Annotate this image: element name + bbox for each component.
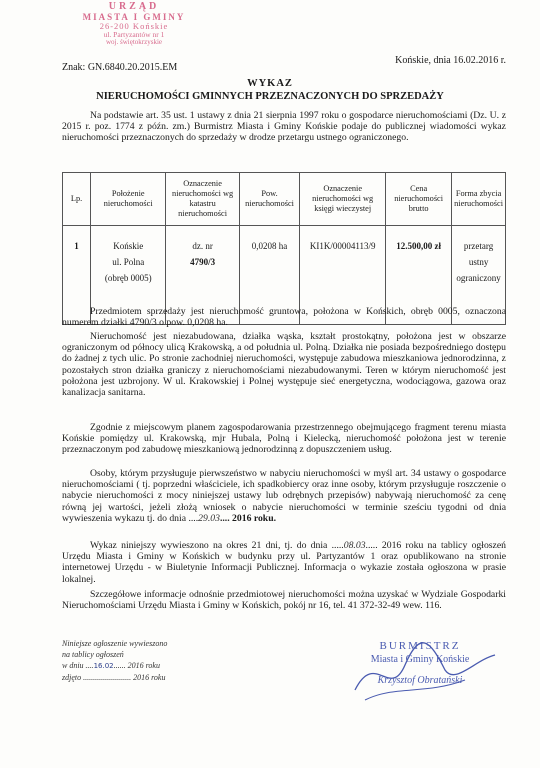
reference-number: Znak: GN.6840.20.2015.EM bbox=[62, 62, 178, 73]
paragraph-description: Nieruchomość jest niezabudowana, działka wąska, kształt prostokątny, położona jest w obszarze ograniczonym od północy ulicą Krakowską, a od południa ul. Polną. Działka nie posiada bezpośredniego dostępu do żadnej z tych ulic. Po stronie zachodniej nieruchomości, występuje zabudowa mieszkaniowa jednorodzinna, z pozostałych stron działka graniczy z nieruchomościami niezabudowanymi. Teren w którym nieruchomość jest położona jest uzbrojony. W ul. Krakowskiej i Polnej występuje sieć energetyczna, wodociągowa, gazowa oraz kanalizacja sanitarna. bbox=[62, 331, 506, 399]
header-price: Cena nieruchomości brutto bbox=[386, 173, 452, 226]
cadastre-label: dz. nr bbox=[192, 241, 213, 251]
stamp-line-5: woj. świętokrzyskie bbox=[106, 37, 162, 46]
header-lp: Lp. bbox=[63, 173, 91, 226]
note-line-4: zdjęto ........................ 2016 roku bbox=[62, 673, 166, 682]
table-header-row bbox=[63, 173, 506, 226]
stamp-line-3: 26-200 Końskie bbox=[99, 20, 169, 31]
area-value: 0,0208 ha bbox=[251, 241, 288, 251]
note-line-1: Niniejsze ogłoszenie wywieszono bbox=[62, 639, 168, 648]
stamp-line-1: URZĄD bbox=[108, 1, 160, 12]
stamp-line-4: ul. Partyzantów nr 1 bbox=[103, 29, 165, 39]
sale-form-line-3: ograniczony bbox=[456, 273, 501, 283]
document-title: WYKAZ bbox=[247, 78, 293, 89]
cadastre-number: 4790/3 bbox=[190, 257, 216, 267]
price-value: 12.500,00 zł bbox=[396, 241, 441, 251]
sale-form-line-2: ustny bbox=[468, 257, 489, 267]
office-stamp bbox=[60, 2, 208, 46]
note-line-3: w dniu ....16.02...... 2016 roku bbox=[62, 661, 160, 670]
row-lp: 1 bbox=[74, 241, 79, 251]
note-line-2: na tablicy ogłoszeń bbox=[62, 650, 124, 659]
document-subtitle: NIERUCHOMOŚCI GMINNYCH PRZEZNACZONYCH DO SPRZEDAŻY bbox=[96, 91, 444, 102]
signature-name: Krzysztof Obratański bbox=[377, 675, 463, 686]
header-sale-form: Forma zbycia nieruchomości bbox=[452, 173, 506, 226]
place-date: Końskie, dnia 16.02.2016 r. bbox=[395, 55, 506, 66]
location-street: ul. Polna bbox=[112, 257, 145, 267]
priority-text: Osoby, którym przysługuje pierwszeństwo w nabyciu nieruchomości w myśl art. 34 ustawy o gospodarce nieruchomościami ( tj. poprzedni właściciele, ich spadkobiercy oraz inne osoby, którym przysługuje roszczenie o nabycie nieruchomości z mocy niniejszej ustawy lub odrębnych przepisów) nabywają nieruchomość za cenę równą jej wartości, jeżeli złożą wniosek o nabycie nieruchomości w terminie sześciu tygodni od dnia wywieszenia wykazu tj. do dnia .... bbox=[62, 468, 506, 524]
posting-text: Wykaz niniejszy wywieszono na okres 21 dni, tj. do dnia ..... bbox=[90, 540, 344, 551]
paragraph-zoning-plan: Zgodnie z miejscowym planem zagospodarowania przestrzennego obejmującego fragment terenu miasta Końskie pomiędzy ul. Krakowską, mjr Hubala, Polną i Kielecką, nieruchomość położona jest w terenie przeznaczonym pod zabudowę mieszkaniową jednorodzinną z dopuszczeniem usług. bbox=[62, 422, 506, 456]
stamp-line-2: MIASTA I GMINY bbox=[82, 11, 186, 22]
header-land-register: Oznaczenie nieruchomości wg księgi wieczystej bbox=[300, 173, 386, 226]
paragraph-posting bbox=[62, 540, 506, 585]
property-table bbox=[62, 172, 506, 325]
signature-office: Miasta i Gminy Końskie bbox=[370, 654, 470, 665]
location-precinct: (obręb 0005) bbox=[104, 273, 152, 283]
posting-note bbox=[62, 638, 167, 683]
header-location: Położenie nieruchomości bbox=[91, 173, 166, 226]
paragraph-priority bbox=[62, 468, 506, 524]
priority-deadline-date: 29.03 bbox=[198, 512, 220, 524]
land-register-number: KI1K/00004113/9 bbox=[309, 241, 376, 251]
paragraph-subject: Przedmiotem sprzedaży jest nieruchomość gruntowa, położona w Końskich, obręb 0005, oznaczona numerem działki 4790/3 o pow. 0,0208 ha. bbox=[62, 306, 506, 329]
header-cadastre: Oznaczenie nieruchomości wg katastru nieruchomości bbox=[166, 173, 239, 226]
posting-text-end: ..... 2016 roku na tablicy ogłoszeń Urzędu Miasta i Gminy w Końskich w budynku przy ul. Partyzantów 1 oraz opublikowano na stronie internetowej Urzędu - w Biuletynie Informacji Publicznej. Informacja o wykazie została ogłoszona w prasie lokalnej. bbox=[62, 540, 507, 585]
mayor-signature-stamp bbox=[345, 640, 495, 686]
signature-title: BURMISTRZ bbox=[379, 640, 461, 652]
note-posted-date: 16.02 bbox=[93, 662, 114, 670]
posting-end-date: 08.03 bbox=[343, 540, 366, 551]
intro-paragraph: Na podstawie art. 35 ust. 1 ustawy z dnia 21 sierpnia 1997 roku o gospodarce nieruchomościami (Dz. U. z 2015 r. poz. 1774 z późn. zm.) Burmistrz Miasta i Gminy Końskie podaje do publicznej wiadomości wykaz nieruchomości przeznaczonych do sprzedaży w drodze przetargu ustnego ograniczonego. bbox=[62, 110, 506, 144]
header-area: Pow. nieruchomości bbox=[239, 173, 299, 226]
paragraph-contact-info: Szczegółowe informacje odnośnie przedmiotowej nieruchomości można uzyskać w Wydziale Gospodarki Nieruchomościami Urzędu Miasta i Gminy w Końskich, pokój nr 16, tel. 41 372-32-49 wew. 116. bbox=[62, 589, 506, 612]
location-city: Końskie bbox=[113, 241, 144, 251]
sale-form-line-1: przetarg bbox=[463, 241, 494, 251]
priority-text-end: .... 2016 roku. bbox=[219, 512, 277, 524]
